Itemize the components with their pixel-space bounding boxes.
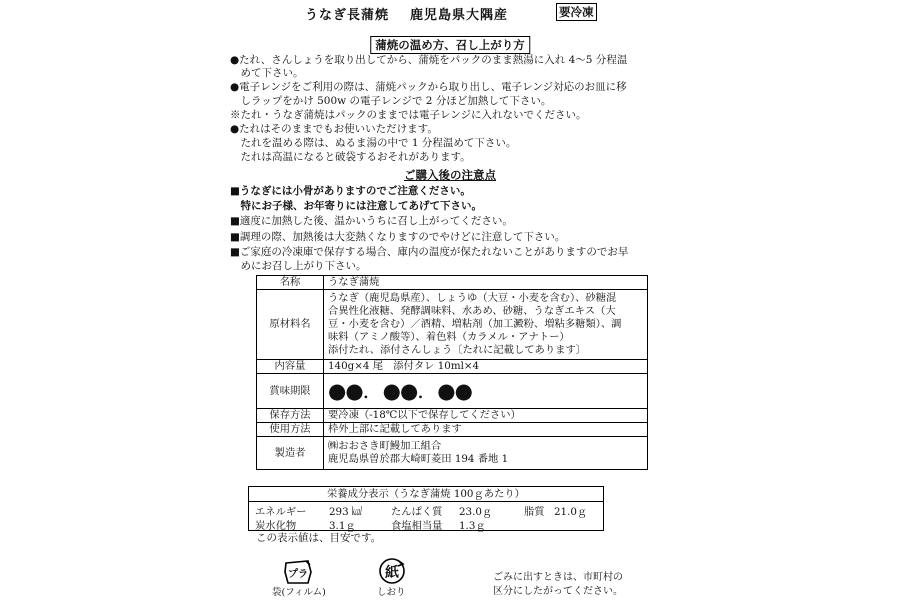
name-value: うなぎ蒲焼 — [324, 276, 648, 290]
carb-label: 炭水化物 — [255, 520, 297, 532]
warming-line-7: たれを温める際は、ぬるま湯の中で 1 分程温めて下さい。 — [230, 137, 517, 149]
plastic-recycle-mark — [282, 558, 314, 586]
row-ingredients — [257, 290, 648, 360]
caution-bold-line-1: ■うなぎには小骨がありますのでご注意ください。 — [230, 185, 471, 197]
ingredients-label: 原材料名 — [257, 290, 324, 360]
usage-value: 枠外上部に記載してあります — [324, 423, 648, 437]
row-expiry — [257, 374, 648, 409]
ingredients-line: 豆・小麦を含む）／酒精、増粘剤（加工澱粉、増粘多糖類）、調 — [328, 318, 622, 330]
row-usage — [257, 423, 648, 437]
maker-name: ㈱おおさき町鰻加工組合 — [328, 440, 442, 452]
usage-label: 使用方法 — [257, 423, 324, 437]
caution-heading: ご購入後の注意点 — [404, 168, 496, 182]
caution-bold-line-2: 特にお子様、お年寄りには注意してあげて下さい。 — [230, 200, 482, 212]
frozen-badge: 要冷凍 — [556, 3, 597, 21]
content-label: 内容量 — [257, 360, 324, 374]
disposal-line-1: ごみに出すときは、市町村の — [493, 572, 623, 583]
product-info-table — [256, 275, 648, 470]
caution-line-2: ■調理の際、加熱後は大変熱くなりますのでやけどに注意して下さい。 — [230, 231, 566, 243]
warming-line-8: たれは高温になると破袋するおそれがあります。 — [230, 151, 471, 163]
carb-value: 3.1ｇ — [329, 520, 356, 532]
nutrition-table — [248, 486, 604, 531]
caution-line-4: めにお召し上がり下さい。 — [230, 260, 367, 272]
salt-label: 食塩相当量 — [391, 520, 443, 532]
plastic-mark-text: プラ — [288, 569, 308, 580]
ingredients-line: 添付たれ、添付さんしょう〔たれに記載してあります〕 — [328, 344, 587, 356]
warming-line-1: ●たれ、さんしょうを取り出してから、蒲焼をパックのまま熱湯に入れ 4～5 分程温 — [230, 54, 628, 66]
warming-line-4: しラップをかけ 500w の電子レンジで 2 分ほど加熱して下さい。 — [230, 95, 552, 107]
ingredients-line: うなぎ（鹿児島県産）、しょうゆ（大豆・小麦を含む）、砂糖混 — [328, 292, 617, 304]
nutrition-note: この表示値は、目安です。 — [256, 532, 382, 544]
nutrition-title: 栄養成分表示（うなぎ蒲焼 100ｇあたり） — [249, 487, 603, 502]
storage-value: 要冷凍（-18℃以下で保存してください） — [324, 409, 648, 423]
salt-value: 1.3ｇ — [459, 520, 486, 532]
ingredients-line: 合異性化液糖、発酵調味料、水あめ、砂糖、うなぎエキス（大 — [328, 305, 616, 317]
name-label: 名称 — [257, 276, 324, 290]
protein-value: 23.0ｇ — [459, 506, 493, 518]
warming-line-2: めて下さい。 — [230, 67, 304, 79]
nutrition-row-2 — [249, 517, 603, 531]
storage-label: 保存方法 — [257, 409, 324, 423]
warming-line-3: ●電子レンジをご利用の際は、蒲焼パックから取り出し、電子レンジ対応のお皿に移 — [230, 81, 627, 93]
product-name: うなぎ長蒲焼 — [305, 8, 390, 23]
fat-label: 脂質 — [524, 506, 545, 518]
paper-recycle-mark — [377, 556, 407, 586]
paper-label: しおり — [377, 587, 406, 598]
caution-line-3: ■ご家庭の冷凍庫で保存する場合、庫内の温度が保たれないことがありますのでお早 — [230, 246, 629, 258]
row-content — [257, 360, 648, 374]
expiry-value: ●●．●●．●● — [324, 374, 648, 409]
nutrition-row-1 — [249, 503, 603, 517]
energy-value: 293 ㎉ — [329, 506, 363, 518]
fat-value: 21.0ｇ — [554, 506, 588, 518]
expiry-label: 賞味期限 — [257, 374, 324, 409]
ingredients-line: 味料（アミノ酸等）、着色料（カラメル・アナトー） — [328, 331, 570, 343]
paper-mark-text: 紙 — [385, 565, 399, 581]
plastic-label: 袋(フィルム) — [272, 587, 326, 598]
warming-line-5: ※たれ・うなぎ蒲焼はパックのままでは電子レンジに入れないでください。 — [230, 109, 587, 121]
row-maker — [257, 437, 648, 470]
caution-line-1: ■適度に加熱した後、温かいうちに召し上がってください。 — [230, 215, 513, 227]
protein-label: たんぱく質 — [391, 506, 443, 518]
row-storage — [257, 409, 648, 423]
maker-label: 製造者 — [257, 437, 324, 470]
maker-value — [324, 437, 648, 470]
content-value: 140g×4 尾 添付タレ 10ml×4 — [324, 360, 648, 374]
product-origin: 鹿児島県大隅産 — [410, 8, 509, 23]
maker-address: 鹿児島県曽於郡大崎町菱田 194 番地 1 — [328, 453, 509, 465]
warming-heading: 蒲焼の温め方、召し上がり方 — [370, 36, 530, 54]
energy-label: エネルギー — [255, 506, 307, 518]
row-name — [257, 276, 648, 290]
warming-line-6: ●たれはそのままでもお使いいただけます。 — [230, 123, 438, 135]
ingredients-value — [324, 290, 648, 360]
disposal-line-2: 区分にしたがってください。 — [493, 586, 623, 597]
